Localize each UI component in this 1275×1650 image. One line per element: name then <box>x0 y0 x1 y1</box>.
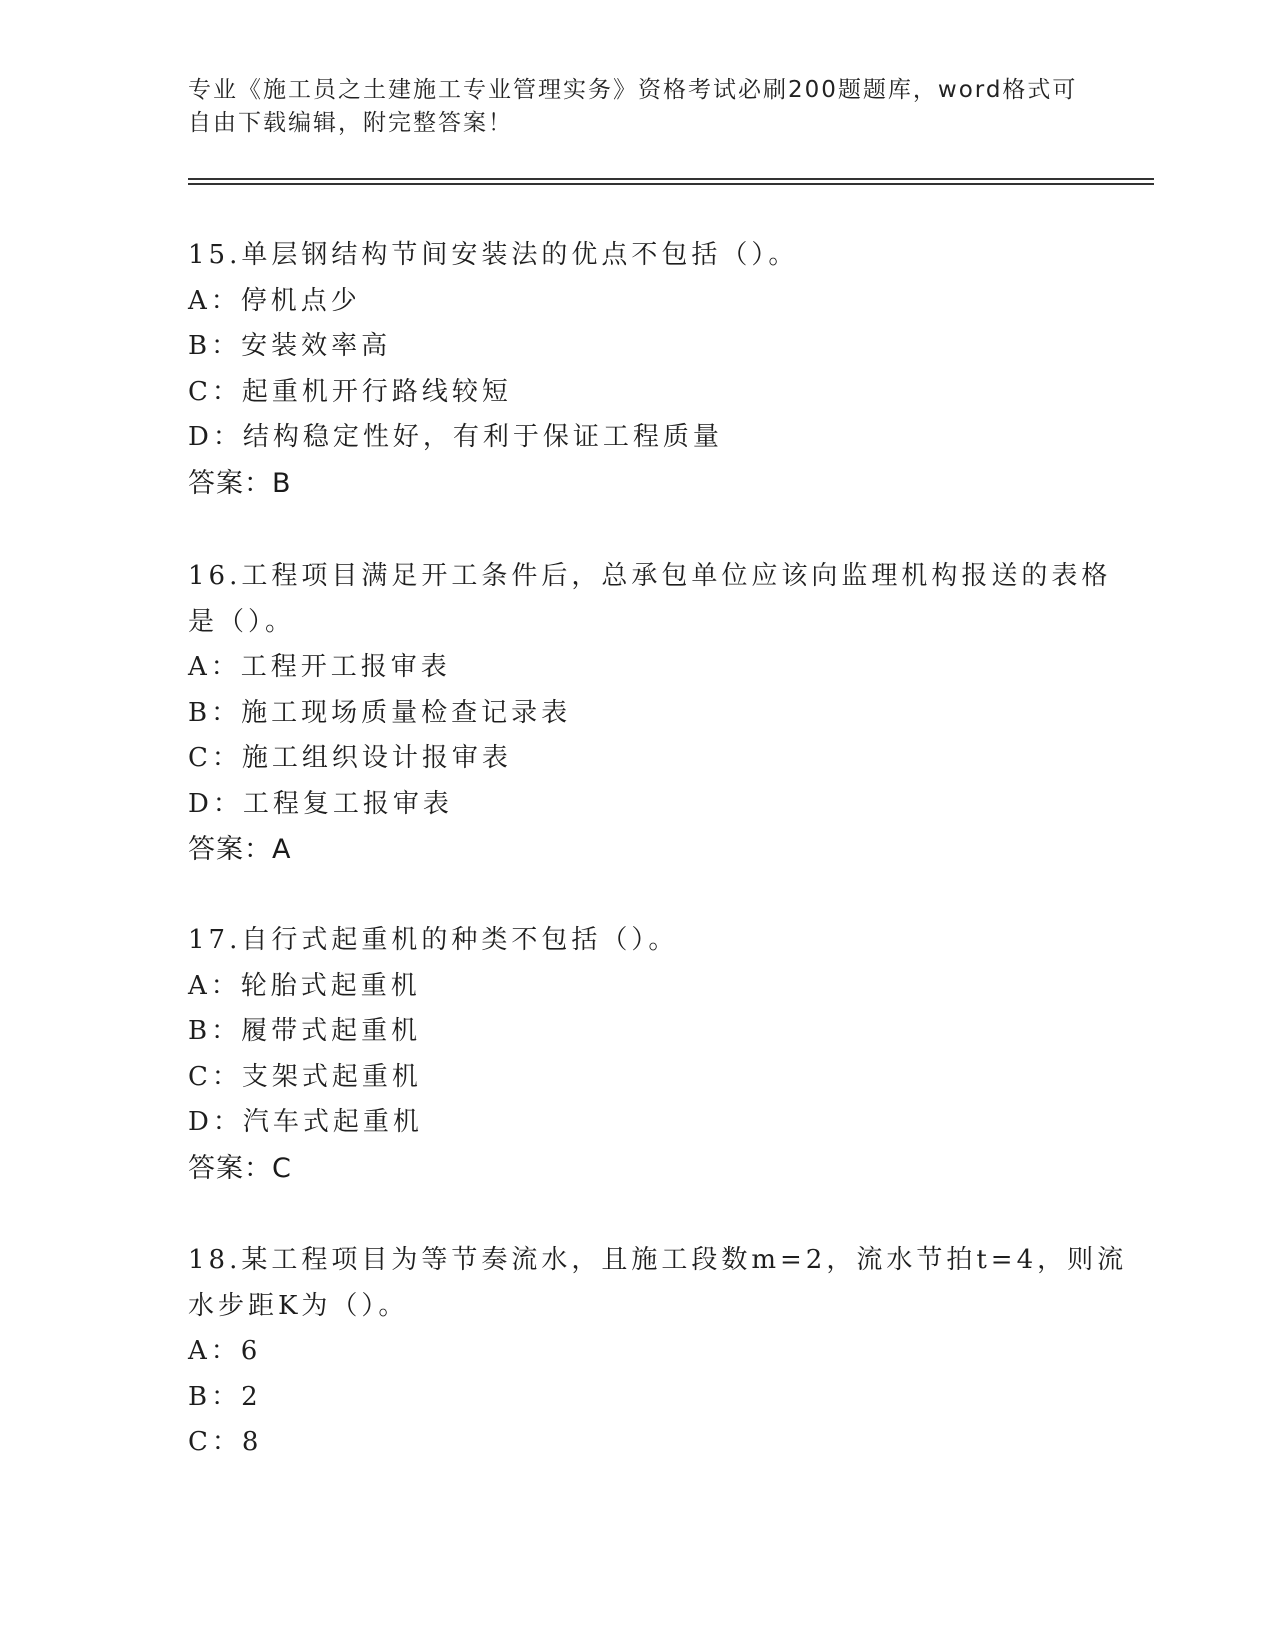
question-18 <box>188 1238 1128 1466</box>
option-d: D：汽车式起重机 <box>188 1107 423 1137</box>
question-stem: 18.某工程项目为等节奏流水，且施工段数m=2，流水节拍t=4，则流 <box>188 1245 1128 1275</box>
question-17 <box>188 918 1088 1191</box>
option-b: B：安装效率高 <box>188 331 392 361</box>
question-16 <box>188 554 1112 873</box>
header-title-line-2: 自由下载编辑，附完整答案！ <box>188 110 513 136</box>
question-stem: 15.单层钢结构节间安装法的优点不包括（）。 <box>188 240 799 270</box>
question-stem-continued: 水步距K为（）。 <box>188 1290 409 1321</box>
header-title-line-1: 专业《施工员之土建施工专业管理实务》资格考试必刷200题题库，word格式可 <box>188 77 1078 103</box>
option-a: A：停机点少 <box>188 285 361 316</box>
question-15 <box>188 233 1088 506</box>
header-divider-top <box>188 178 1154 180</box>
option-c: C：施工组织设计报审表 <box>188 743 512 773</box>
option-c: C：起重机开行路线较短 <box>188 376 512 407</box>
question-stem: 17.自行式起重机的种类不包括（）。 <box>188 925 679 955</box>
option-a: A：6 <box>188 1336 262 1366</box>
answer-line: 答案：B <box>188 467 292 499</box>
answer-line: 答案：C <box>188 1152 292 1184</box>
question-stem-continued: 是（）。 <box>188 606 296 637</box>
document-header <box>188 74 1088 140</box>
option-b: B：施工现场质量检查记录表 <box>188 697 572 728</box>
option-d: D：结构稳定性好，有利于保证工程质量 <box>188 422 723 452</box>
answer-line: 答案：A <box>188 834 292 865</box>
header-divider-bottom <box>188 183 1154 185</box>
option-c: C：8 <box>188 1427 263 1457</box>
question-stem: 16.工程项目满足开工条件后，总承包单位应该向监理机构报送的表格 <box>188 561 1112 591</box>
option-d: D：工程复工报审表 <box>188 788 453 819</box>
option-b: B：履带式起重机 <box>188 1016 422 1046</box>
option-c: C：支架式起重机 <box>188 1061 422 1092</box>
option-a: A：工程开工报审表 <box>188 652 451 682</box>
option-b: B：2 <box>188 1381 262 1412</box>
option-a: A：轮胎式起重机 <box>188 970 421 1001</box>
